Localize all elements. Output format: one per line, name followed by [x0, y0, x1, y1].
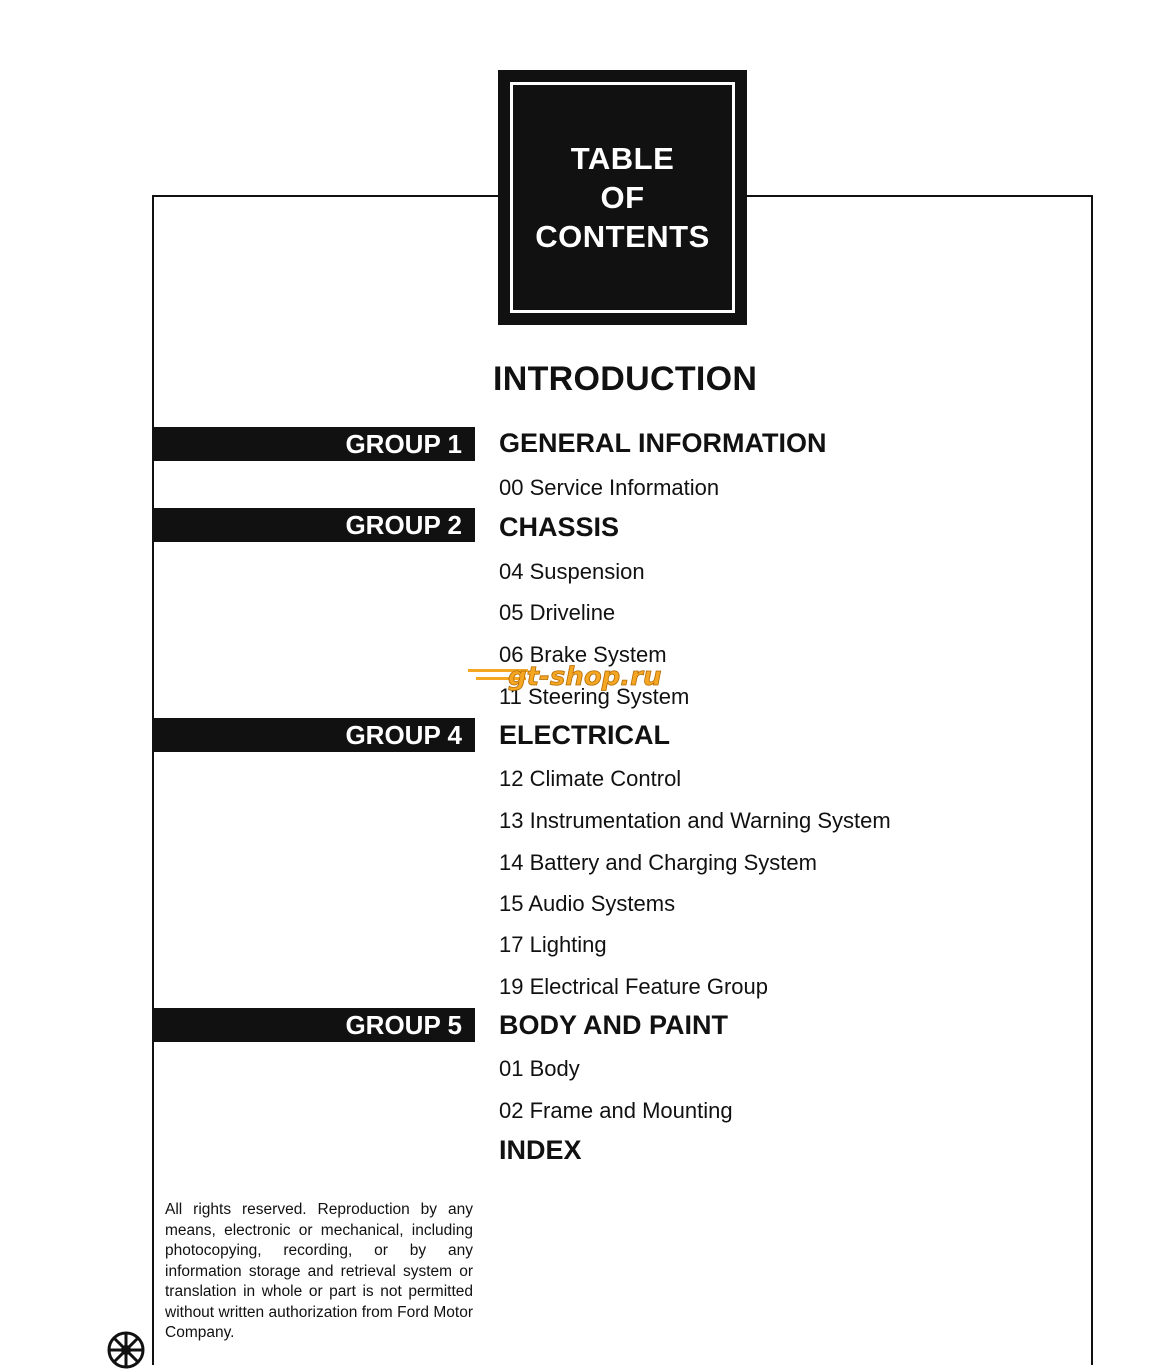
index-heading[interactable]: INDEX [499, 1135, 582, 1165]
group-4-title[interactable]: ELECTRICAL [499, 720, 670, 750]
toc-item-service-information[interactable]: 00 Service Information [499, 475, 720, 500]
toc-item-frame-mounting[interactable]: 02 Frame and Mounting [499, 1098, 733, 1123]
copyright-notice: All rights reserved. Reproduction by any means, electronic or mechanical, including photocopying, recording, or by any information storage and retrieval system or translation in whole or part is not permitted without written authorization from Ford Motor Company. [165, 1201, 473, 1341]
toc-item-instrumentation[interactable]: 13 Instrumentation and Warning System [499, 808, 891, 833]
watermark-text: gt-shop.ru [508, 662, 662, 692]
introduction-heading[interactable]: INTRODUCTION [493, 360, 758, 398]
toc-title-line-1: TABLE [570, 141, 675, 176]
toc-item-steering-system[interactable]: 11 Steering System [499, 684, 690, 709]
group-2-bar: GROUP 2 [152, 508, 475, 542]
toc-title-box [498, 70, 747, 325]
group-1-title[interactable]: GENERAL INFORMATION [499, 428, 827, 458]
toc-item-body[interactable]: 01 Body [499, 1056, 580, 1081]
ford-emblem-icon [106, 1330, 146, 1370]
watermark-logo [468, 655, 693, 695]
group-1-bar: GROUP 1 [152, 427, 475, 461]
group-5-title[interactable]: BODY AND PAINT [499, 1010, 729, 1040]
toc-title-line-2: OF [600, 180, 645, 215]
group-5-bar: GROUP 5 [152, 1008, 475, 1042]
toc-title-line-3: CONTENTS [535, 219, 710, 254]
toc-item-battery-charging[interactable]: 14 Battery and Charging System [499, 850, 817, 875]
toc-item-electrical-feature-group[interactable]: 19 Electrical Feature Group [499, 974, 769, 999]
toc-item-climate-control[interactable]: 12 Climate Control [499, 766, 682, 791]
toc-item-lighting[interactable]: 17 Lighting [499, 932, 607, 957]
toc-item-brake-system[interactable]: 06 Brake System [499, 642, 667, 667]
group-4-bar: GROUP 4 [152, 718, 475, 752]
toc-item-suspension[interactable]: 04 Suspension [499, 559, 645, 584]
toc-title-inner-border [510, 82, 735, 313]
group-2-title[interactable]: CHASSIS [499, 512, 620, 542]
toc-item-driveline[interactable]: 05 Driveline [499, 600, 616, 625]
toc-item-audio-systems[interactable]: 15 Audio Systems [499, 891, 676, 916]
